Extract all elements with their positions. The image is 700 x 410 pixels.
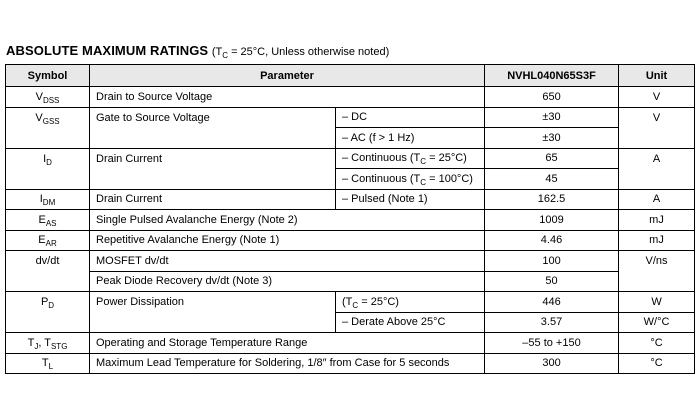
symbol-sub: D <box>48 301 55 310</box>
symbol-text: I <box>39 193 43 206</box>
value-cell: 162.5 <box>485 189 619 210</box>
table-row <box>6 251 695 272</box>
symbol-sub: D <box>46 157 52 167</box>
cond-sub: C <box>420 177 427 187</box>
parameter-cell: Drain Current <box>90 189 336 210</box>
table-row <box>6 210 695 231</box>
condition-cell <box>336 148 485 169</box>
symbol-sub: GSS <box>42 116 60 126</box>
header-unit: Unit <box>619 65 695 87</box>
cond-sub: C <box>420 157 427 167</box>
condition-cell: – AC (f > 1 Hz) <box>336 128 485 149</box>
symbol-cell <box>6 333 90 354</box>
parameter-cell: Gate to Source Voltage <box>90 107 336 148</box>
condition-cell: – Derate Above 25°C <box>336 312 485 333</box>
cond-pre: (T <box>211 46 223 58</box>
symbol-cell <box>6 148 90 189</box>
symbol-text: P <box>40 296 49 308</box>
value-cell: 1009 <box>485 210 619 231</box>
symbol-cell: dv/dt <box>6 251 90 292</box>
title-condition <box>212 46 389 58</box>
value-cell: 50 <box>485 271 619 292</box>
symbol-sub: L <box>48 362 54 372</box>
symbol-cell <box>6 107 90 148</box>
table-row <box>6 87 695 108</box>
value-cell: 4.46 <box>485 230 619 251</box>
symbol-sub: DSS <box>42 95 60 105</box>
cond-pre: – Continuous (T <box>342 152 421 165</box>
unit-cell: W <box>619 292 695 313</box>
parameter-cell: MOSFET dv/dt <box>90 251 485 272</box>
symbol-text: V <box>35 111 43 124</box>
condition-cell <box>336 292 485 313</box>
table-row <box>6 333 695 354</box>
parameter-cell: Maximum Lead Temperature for Soldering, 1/8″ from Case for 5 seconds <box>90 353 485 374</box>
cond-sub: C <box>352 300 359 310</box>
symbol-text: T <box>27 336 35 349</box>
cond-post: = 25°C) <box>426 152 467 165</box>
table-row <box>6 107 695 128</box>
value-cell: 300 <box>485 353 619 374</box>
symbol-sub: DM <box>42 198 56 208</box>
unit-cell: mJ <box>619 210 695 231</box>
value-cell: ±30 <box>485 107 619 128</box>
parameter-cell: Repetitive Avalanche Energy (Note 1) <box>90 230 485 251</box>
unit-cell: W/°C <box>619 312 695 333</box>
value-cell: 100 <box>485 251 619 272</box>
unit-cell: V <box>619 87 695 108</box>
symbol-cell <box>6 87 90 108</box>
header-parameter: Parameter <box>90 65 485 87</box>
symbol-sub: AR <box>45 239 57 249</box>
parameter-cell: Drain to Source Voltage <box>90 87 485 108</box>
value-cell: –55 to +150 <box>485 333 619 354</box>
cond-post: = 25°C, Unless otherwise noted) <box>228 46 390 58</box>
header-symbol: Symbol <box>6 65 90 87</box>
unit-cell: °C <box>619 353 695 374</box>
symbol-cell <box>6 189 90 210</box>
cond-pre: (T <box>342 295 353 308</box>
unit-cell: V/ns <box>619 251 695 292</box>
symbol-cell <box>6 230 90 251</box>
symbol-text: I <box>43 152 47 165</box>
symbol-text: T <box>41 357 49 370</box>
table-row <box>6 148 695 169</box>
parameter-cell: Single Pulsed Avalanche Energy (Note 2) <box>90 210 485 231</box>
value-cell: 65 <box>485 148 619 169</box>
table-row <box>6 189 695 210</box>
cond-sub: C <box>222 51 229 60</box>
value-cell: 45 <box>485 169 619 190</box>
symbol-cell <box>6 210 90 231</box>
symbol-text: E <box>38 213 46 226</box>
value-cell: 3.57 <box>485 312 619 333</box>
symbol-cell <box>6 353 90 374</box>
symbol-text: T <box>44 336 51 349</box>
condition-cell: – DC <box>336 107 485 128</box>
symbol-sub: J <box>34 341 39 351</box>
symbol-cell <box>6 292 90 333</box>
header-part: NVHL040N65S3F <box>485 65 619 87</box>
symbol-sub: STG <box>50 341 68 351</box>
parameter-cell: Power Dissipation <box>90 292 336 333</box>
cond-post: = 25°C) <box>358 295 399 308</box>
unit-cell: °C <box>619 333 695 354</box>
parameter-cell: Operating and Storage Temperature Range <box>90 333 485 354</box>
unit-cell: A <box>619 189 695 210</box>
table-row <box>6 292 695 313</box>
header-row <box>6 65 695 87</box>
value-cell: 446 <box>485 292 619 313</box>
condition-cell: – Pulsed (Note 1) <box>336 189 485 210</box>
value-cell: ±30 <box>485 128 619 149</box>
table-row <box>6 230 695 251</box>
cond-post: = 100°C) <box>426 172 473 185</box>
ratings-table <box>5 64 695 374</box>
symbol-sub: AS <box>45 218 57 228</box>
unit-cell: mJ <box>619 230 695 251</box>
unit-cell: V <box>619 107 695 148</box>
table-row <box>6 353 695 374</box>
symbol-separator: , <box>38 336 45 349</box>
cond-pre: – Continuous (T <box>342 172 421 185</box>
parameter-cell: Drain Current <box>90 148 336 189</box>
condition-cell <box>336 169 485 190</box>
value-cell: 650 <box>485 87 619 108</box>
parameter-cell: Peak Diode Recovery dv/dt (Note 3) <box>90 271 485 292</box>
table-row <box>6 271 695 292</box>
symbol-text: V <box>35 90 43 103</box>
title-text: ABSOLUTE MAXIMUM RATINGS <box>6 43 209 58</box>
unit-cell: A <box>619 148 695 189</box>
section-title <box>6 43 389 58</box>
symbol-text: E <box>38 234 46 247</box>
